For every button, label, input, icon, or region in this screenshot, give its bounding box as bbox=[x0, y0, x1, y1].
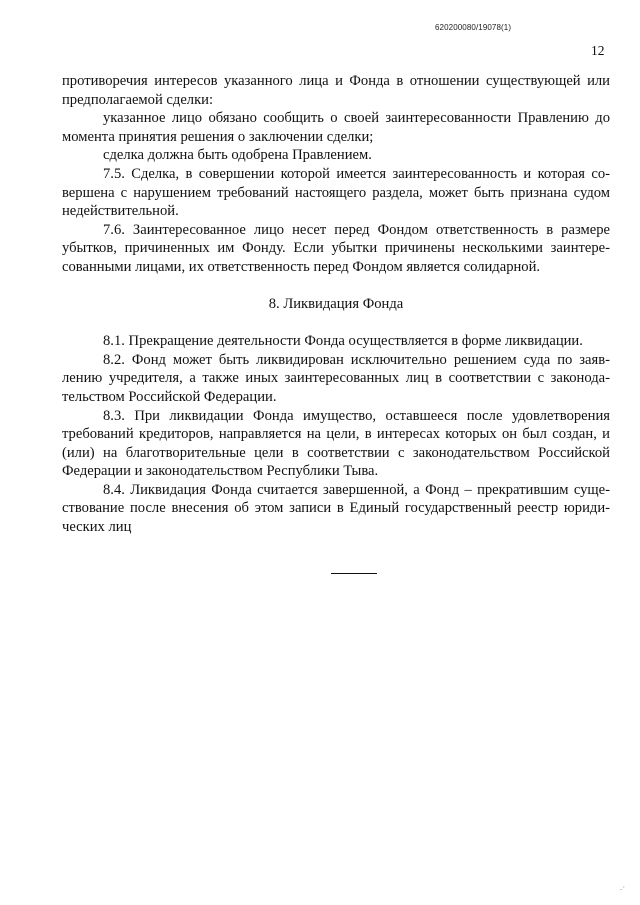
text-line: лению учредителя, а также иных заинтересованных лиц в соответствии с законода- bbox=[62, 370, 610, 387]
text-line: недействительной. bbox=[62, 203, 179, 220]
text-line: 8.3. При ликвидации Фонда имущество, оставшееся после удовлетворения bbox=[103, 407, 610, 424]
text-line: ческих лиц bbox=[62, 519, 132, 536]
text-line: тельством Российской Федерации. bbox=[62, 388, 277, 405]
text-line: 8.1. Прекращение деятельности Фонда осуществляется в форме ликвидации. bbox=[103, 333, 583, 350]
text-line: предполагаемой сделки: bbox=[62, 91, 214, 108]
page-number: 12 bbox=[591, 43, 605, 58]
section-title: 8. Ликвидация Фонда bbox=[268, 295, 404, 312]
text-line: Федерации и законодательством Республики Тыва. bbox=[62, 463, 379, 480]
text-line: противоречия интересов указанного лица и Фонда в отношении существующей или bbox=[62, 73, 610, 89]
text-line: 8.4. Ликвидация Фонда считается завершенной, а Фонд – прекратившим суще- bbox=[103, 481, 610, 498]
document-body bbox=[62, 72, 610, 537]
scan-artifact: .· bbox=[620, 882, 626, 892]
document-code: 620200080/19078(1) bbox=[435, 23, 512, 32]
text-line: требований кредиторов, направляется на цели, в интересах которых он был создан, и bbox=[62, 426, 610, 443]
text-line: убытков, причиненных им Фонду. Если убытки причинены несколькими заинтере- bbox=[62, 240, 610, 257]
text-line: 7.6. Заинтересованное лицо несет перед Фондом ответственность в размере bbox=[103, 221, 610, 238]
end-of-document-rule bbox=[331, 573, 377, 574]
text-line: сованными лицами, их ответственность перед Фондом является солидарной. bbox=[62, 258, 541, 275]
text-line: вершена с нарушением требований настоящего раздела, может быть признана судом bbox=[62, 184, 610, 201]
text-line: (или) на благотворительные цели в соответствии с законодательством Российской bbox=[62, 444, 610, 461]
text-line: 7.5. Сделка, в совершении которой имеется заинтересованность и которая со- bbox=[103, 165, 610, 182]
text-line: момента принятия решения о заключении сделки; bbox=[62, 128, 374, 145]
text-line: 8.2. Фонд может быть ликвидирован исключительно решением суда по заяв- bbox=[103, 351, 610, 368]
text-line: указанное лицо обязано сообщить о своей заинтересованности Правлению до bbox=[103, 110, 610, 127]
text-line: ствование после внесения об этом записи в Единый государственный реестр юриди- bbox=[62, 500, 610, 517]
text-line: сделка должна быть одобрена Правлением. bbox=[103, 147, 372, 164]
